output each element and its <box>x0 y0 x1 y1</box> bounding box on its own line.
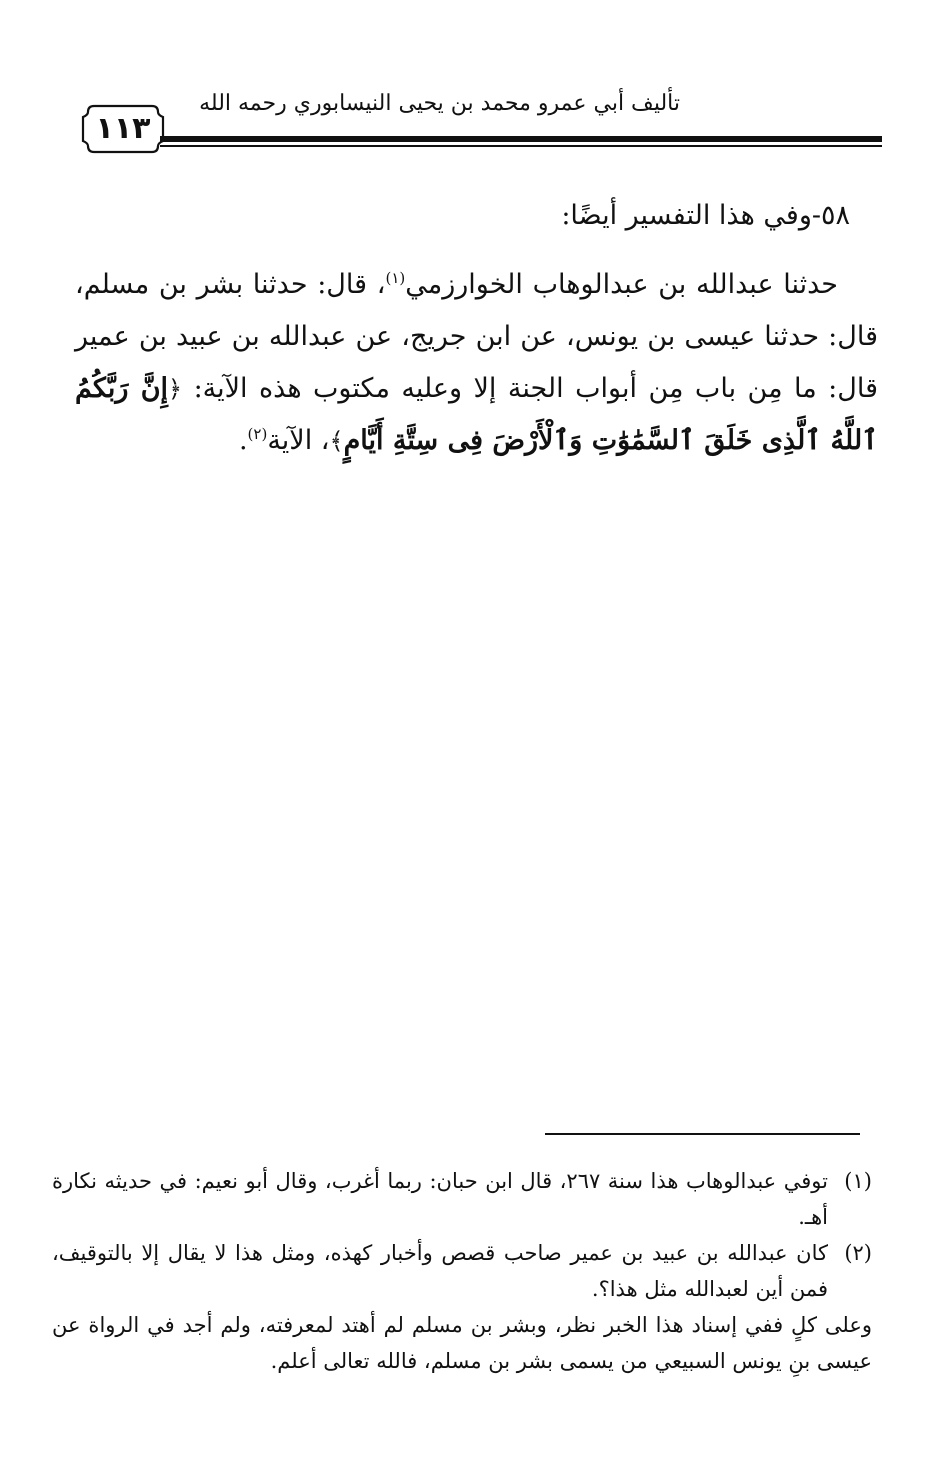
narration-text-part3: ، الآية <box>267 425 330 456</box>
footnote-2-continuation: وعلى كلٍ ففي إسناد هذا الخبر نظر، وبشر بن مسلم لم أهتد لمعرفته، ولم أجد في الرواة عن عيسى بنِ يونس السبيعي من يسمى بشر بن مسلم، فالله تعالى أعلم. <box>52 1313 872 1373</box>
footnote-2 <box>52 1235 872 1307</box>
page-number-frame <box>80 103 166 155</box>
footnote-number-2: (٢) <box>844 1241 872 1265</box>
running-header-title: تأليف أبي عمرو محمد بن يحيى النيسابوري رحمه الله <box>199 91 680 116</box>
narration-paragraph <box>75 259 878 467</box>
footnote-ref-1[interactable]: (١) <box>385 269 406 287</box>
footnote-text-1: توفي عبدالوهاب هذا سنة ٢٦٧، قال ابن حبان: ربما أغرب، وقال أبو نعيم: في حديثه نكارة أهـ. <box>52 1169 828 1229</box>
footnote-1 <box>52 1163 872 1235</box>
narration-text-part2: ، قال: حدثنا بشر بن مسلم، قال: حدثنا عيسى بن يونس، عن ابن جريج، عن عبدالله بن عبيد بن عمير قال: ما مِن باب مِن أبواب الجنة إلا وعليه مكتوب هذه الآية: <box>75 269 879 404</box>
header-rule-thick-line <box>160 136 882 142</box>
footnote-ref-2[interactable]: (٢) <box>247 425 268 443</box>
footnote-number-1: (١) <box>844 1169 872 1193</box>
header-rule <box>160 136 882 150</box>
quran-close-bracket: ﴾ <box>329 427 344 455</box>
quran-verse: إِنَّ رَبَّكُمُ ٱللَّهُ ٱلَّذِى خَلَقَ ٱلسَّمَٰوَٰتِ وَٱلْأَرْضَ فِى سِتَّةِ أَيَّامٍ <box>75 373 878 456</box>
header-rule-thin-line <box>160 145 882 147</box>
quran-open-bracket: ﴿ <box>168 375 183 403</box>
footnote-text-2: كان عبدالله بن عبيد بن عمير صاحب قصص وأخبار كهذه، ومثل هذا لا يقال إلا بالتوقيف، فمن أين لعبدالله مثل هذا؟. <box>52 1241 828 1301</box>
page-header <box>0 0 940 170</box>
main-text <box>75 190 878 467</box>
narration-text-part1: حدثنا عبدالله بن عبدالوهاب الخوارزمي <box>405 269 838 300</box>
narration-end: . <box>238 425 248 456</box>
footnotes <box>52 1163 872 1379</box>
section-heading: ٥٨-وفي هذا التفسير أيضًا: <box>561 200 850 231</box>
footnote-separator <box>545 1133 860 1135</box>
page-number: ١١٣ <box>95 111 151 146</box>
